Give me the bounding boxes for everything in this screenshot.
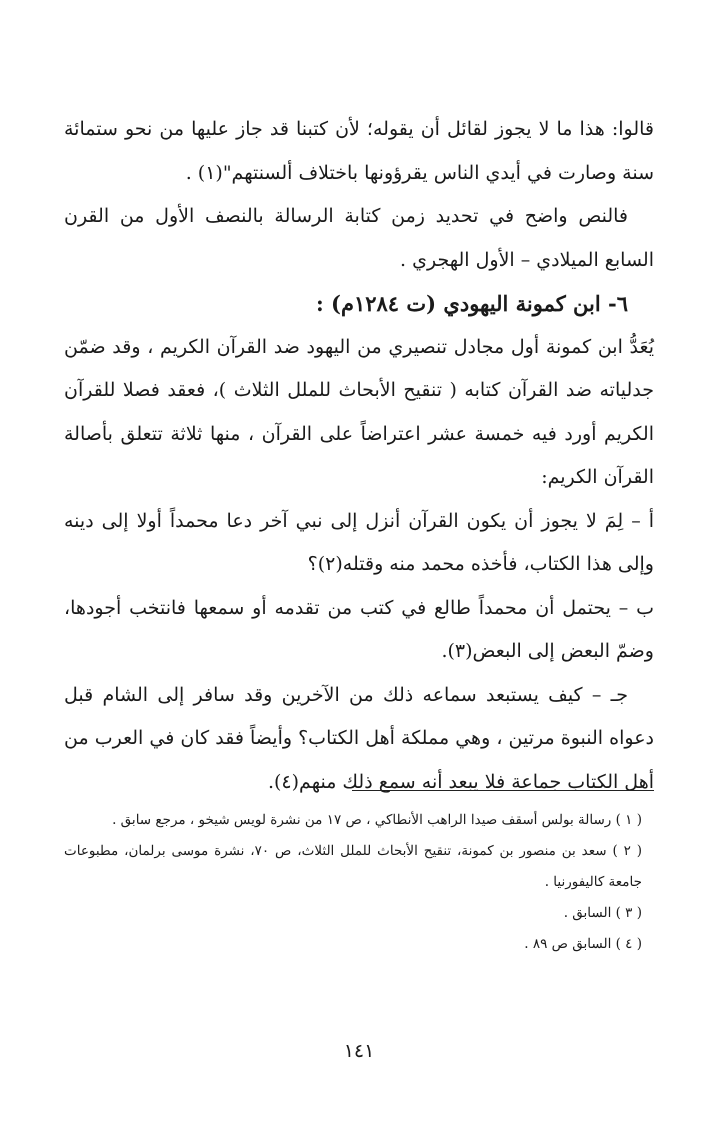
- footnote-separator: [352, 790, 654, 791]
- paragraph-1: قالوا: هذا ما لا يجوز لقائل أن يقوله؛ لأن كتبنا قد جاز عليها من نحو ستمائة سنة وصارت في أيدي الناس يقرؤونها باختلاف ألسنتهم"(١) .: [64, 118, 654, 184]
- footnotes: [64, 805, 642, 960]
- paragraph-6: جـ – كيف يستبعد سماعه ذلك من الآخرين وقد سافر إلى الشام قبل دعواه النبوة مرتين ، وهي مملكة أهل الكتاب؟ وأيضاً فقد كان في العرب من أهل الكتاب جماعة فلا يبعد أنه سمع ذلك منهم(٤).: [64, 683, 654, 793]
- paragraph-5: ب – يحتمل أن محمداً طالع في كتب من تقدمه أو سمعها فانتخب أجودها، وضمّ البعض إلى البعض(٣).: [64, 596, 654, 662]
- paragraph-2: فالنص واضح في تحديد زمن كتابة الرسالة بالنصف الأول من القرن السابع الميلادي – الأول الهجري .: [64, 205, 654, 271]
- main-text: [64, 108, 654, 804]
- footnote-4: ( ٤ ) السابق ص ٨٩ .: [524, 936, 642, 952]
- paragraph-3: يُعَدُّ ابن كمونة أول مجادل تنصيري من اليهود ضد القرآن الكريم ، وقد ضمّن جدلياته ضد القرآن كتابه ( تنقيح الأبحاث للملل الثلاث )، فعقد فصلا للقرآن الكريم أورد فيه خمسة عشر اعتراضاً على القرآن ، منها ثلاثة تتعلق بأصالة القرآن الكريم:: [64, 335, 654, 488]
- page-number: ١٤١: [343, 1040, 375, 1062]
- section-heading: ٦- ابن كمونة اليهودي (ت ١٢٨٤م) :: [315, 291, 628, 316]
- footnote-2: ( ٢ ) سعد بن منصور بن كمونة، تنقيح الأبحاث للملل الثلاث، ص ٧٠، نشرة موسى برلمان، مطبوعات جامعة كاليفورنيا .: [64, 843, 642, 890]
- paragraph-4: أ – لِمَ لا يجوز أن يكون القرآن أنزل إلى نبي آخر دعا محمداً أولا إلى دينه وإلى هذا الكتاب، فأخذه محمد منه وقتله(٢)؟: [64, 509, 654, 575]
- footnote-1: ( ١ ) رسالة بولس أسقف صيدا الراهب الأنطاكي ، ص ١٧ من نشرة لويس شيخو ، مرجع سابق .: [112, 812, 642, 828]
- footnote-3: ( ٣ ) السابق .: [563, 905, 642, 921]
